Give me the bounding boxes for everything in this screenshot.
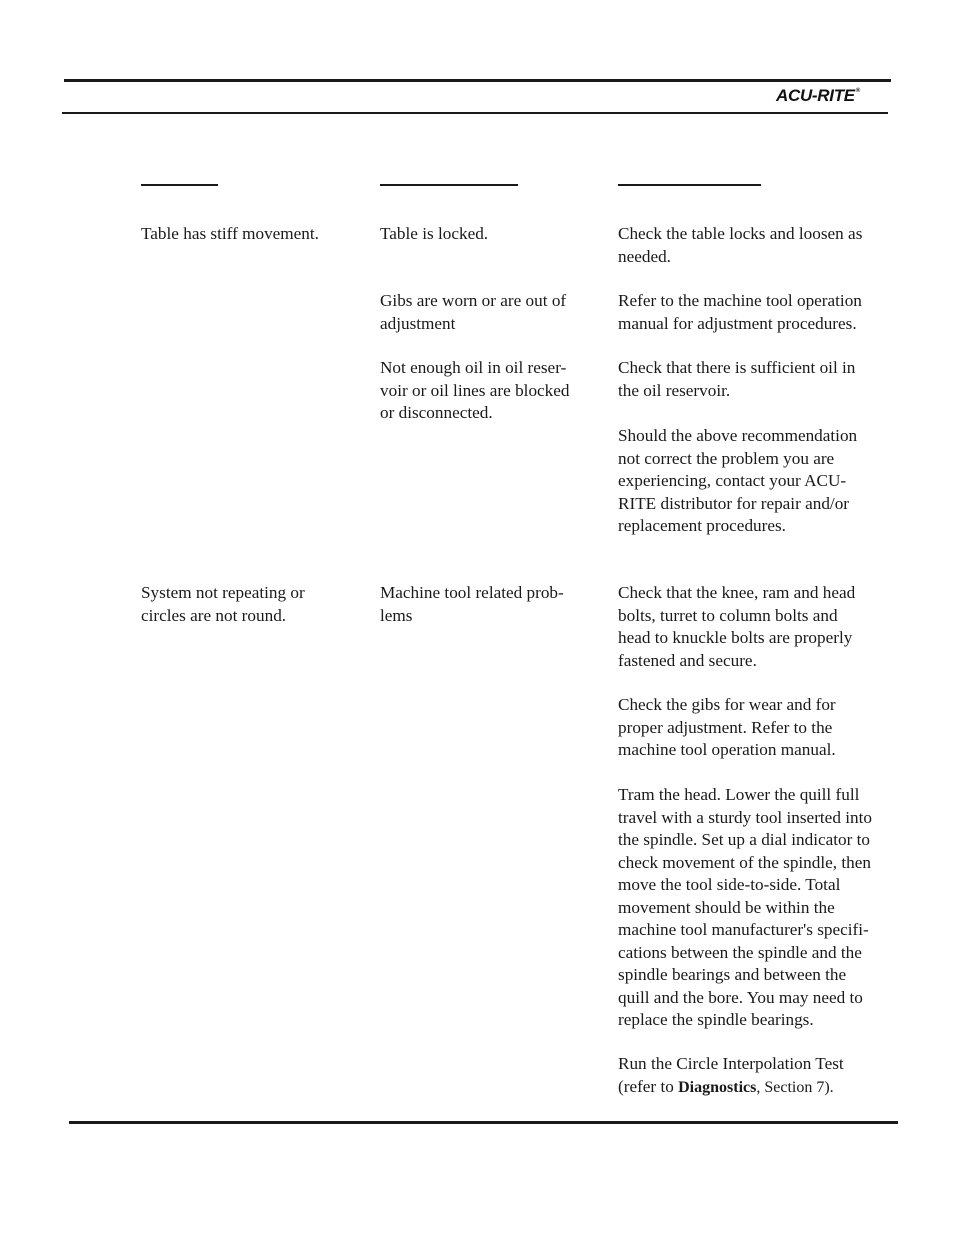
solution-cell bbox=[618, 1053, 908, 1099]
bottom-rule bbox=[69, 1121, 898, 1124]
solution-cell: Should the above recommendation not correct the problem you are experiencing, contact your ACU- RITE distributor for repair and/or replacement procedures. bbox=[618, 426, 858, 535]
registered-mark: ® bbox=[855, 88, 860, 94]
section-reference bbox=[618, 1077, 834, 1096]
solution-text: Run the Circle Interpolation Test bbox=[618, 1054, 844, 1073]
solution-cell: Check that the knee, ram and head bolts, turret to column bolts and head to knuckle bolts are properly fastened and secure. bbox=[618, 583, 856, 670]
header-underline bbox=[62, 112, 888, 114]
reference-suffix: , Section 7). bbox=[756, 1078, 834, 1096]
solution-cell: Tram the head. Lower the quill full travel with a sturdy tool inserted into the spindle. Set up a dial indicator to check movement of the spindle, then move the tool side-to-side. Total movement should be within the machine tool manufacturer's specifi- cations between the spindle and the spindle bearings and between the quill and the bore. You may need to replace the spindle bearings. bbox=[618, 785, 872, 1029]
cause-cell: Table is locked. bbox=[380, 224, 489, 243]
reference-prefix: (refer to bbox=[618, 1076, 679, 1096]
brand-name: ACU-RITE bbox=[776, 86, 855, 105]
solution-cell: Refer to the machine tool operation manual for adjustment procedures. bbox=[618, 291, 862, 333]
cause-cell: Not enough oil in oil reser- voir or oil lines are blocked or disconnected. bbox=[380, 358, 570, 422]
solution-cell: Check the gibs for wear and for proper adjustment. Refer to the machine tool operation manual. bbox=[618, 695, 836, 759]
solution-column-header-rule bbox=[618, 184, 761, 186]
cause-column-header-rule bbox=[380, 184, 518, 186]
solution-cell: Check the table locks and loosen as needed. bbox=[618, 224, 863, 266]
problem-column-header-rule bbox=[141, 184, 218, 186]
problem-cell: System not repeating or circles are not round. bbox=[141, 583, 305, 625]
cause-cell: Machine tool related prob- lems bbox=[380, 583, 564, 625]
acu-rite-logo bbox=[776, 86, 860, 106]
top-rule bbox=[64, 79, 891, 82]
problem-cell: Table has stiff movement. bbox=[141, 224, 319, 243]
solution-cell: Check that there is sufficient oil in the oil reservoir. bbox=[618, 358, 856, 400]
diagnostics-reference: Diagnostics bbox=[678, 1078, 757, 1096]
cause-cell: Gibs are worn or are out of adjustment bbox=[380, 291, 567, 333]
